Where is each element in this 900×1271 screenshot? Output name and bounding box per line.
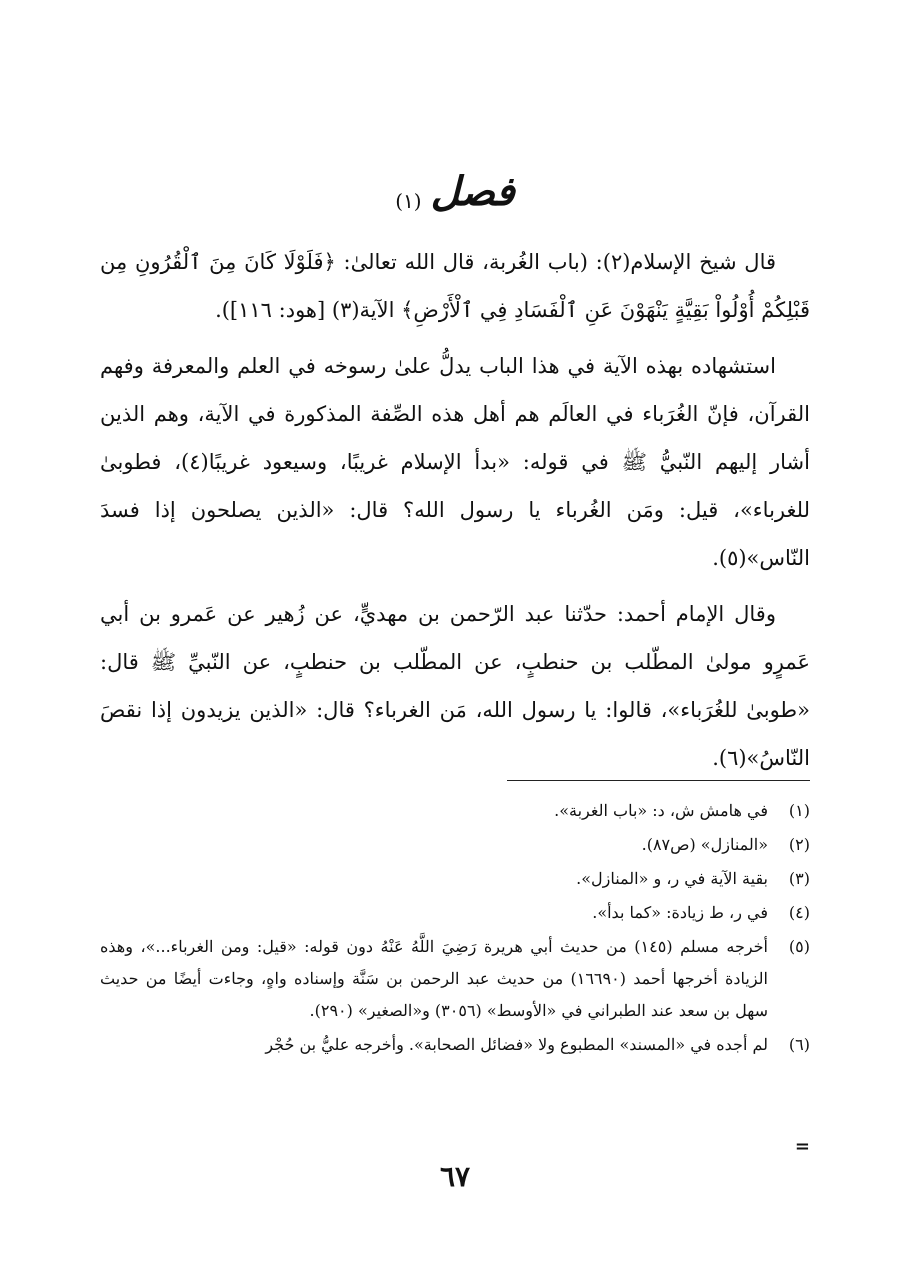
footnote-item [100,931,810,1027]
paragraph-commentary: استشهاده بهذه الآية في هذا الباب يدلُّ علىٰ رسوخه في العلم والمعرفة وفهم القرآن، فإنّ الغُرَباء في العالَم هم أهل هذه الصِّفة المذكورة في الآية، وهم الذين أشار إليهم النّبيُّ ﷺ في قوله: «بدأ الإسلام غريبًا، وسيعود غريبًا(٤)، فطوبىٰ للغرباء»، قيل: ومَن الغُرباء يا رسول الله؟ قال: «الذين يصلحون إذا فسدَ النّاس»(٥). [100,354,810,570]
footnote-text: «المنازل» (ص٨٧). [641,835,768,854]
footnote-item [100,897,810,929]
paragraph-quote: قال شيخ الإسلام(٢): (باب الغُربة، قال الله تعالىٰ: ﴿فَلَوْلَا كَانَ مِنَ ٱلْقُرُونِ مِن قَبْلِكُمْ أُوْلُواْ بَقِيَّةٍ يَنْهَوْنَ عَنِ ٱلْفَسَادِ فِي ٱلْأَرْضِ﴾ الآية(٣) [هود: ١١٦]). [100,250,810,322]
footnote-text: بقية الآية في ر، و «المنازل». [576,869,768,888]
footnote-item [100,795,810,827]
continuation-mark: = [794,1136,810,1157]
footnote-number: (٦) [788,1035,810,1054]
footnote-number: (٥) [788,937,810,956]
footnote-number: (١) [788,801,810,820]
section-heading [100,168,810,215]
footnotes [100,795,810,1063]
main-text [100,238,810,790]
footnote-text: أخرجه مسلم (١٤٥) من حديث أبي هريرة رَضِيَ اللَّهُ عَنْهُ دون قوله: «قيل: ومن الغرباء...»، وهذه الزيادة أخرجها أحمد (١٦٦٩٠) من حديث عبد الرحمن بن سَنَّة وإسناده واهٍ، وجاءت أيضًا من حديث سهل بن سعد عند الطبراني في «الأوسط» (٣٠٥٦) و«الصغير» (٢٩٠). [100,937,768,1020]
footnote-number: (٣) [788,869,810,888]
footnote-text: لم أجده في «المسند» المطبوع ولا «فضائل الصحابة». وأخرجه عليُّ بن حُجْر [265,1035,768,1054]
footnote-text: في هامش ش، د: «باب الغربة». [554,801,768,820]
footnote-item [100,829,810,861]
page-number: ٦٧ [439,1160,471,1193]
footnote-number: (٤) [788,903,810,922]
section-title: فصل [430,168,515,215]
book-page [100,0,810,1271]
footnote-item [100,863,810,895]
section-title-footnote-ref: (١) [395,188,422,213]
footnote-item [100,1029,810,1061]
footnote-number: (٢) [788,835,810,854]
footnote-text: في ر، ط زيادة: «كما بدأ». [592,903,768,922]
footnote-divider [507,780,810,781]
paragraph-hadith-ahmad: وقال الإمام أحمد: حدّثنا عبد الرّحمن بن مهديٍّ، عن زُهير عن عَمرو بن أبي عَمرٍو مولىٰ المطّلب بن حنطبٍ، عن المطّلب بن حنطبٍ، عن النّبيِّ ﷺ قال: «طوبىٰ للغُرَباء»، قالوا: يا رسول الله، مَن الغرباء؟ قال: «الذين يزيدون إذا نقصَ النّاسُ»(٦). [100,602,810,770]
